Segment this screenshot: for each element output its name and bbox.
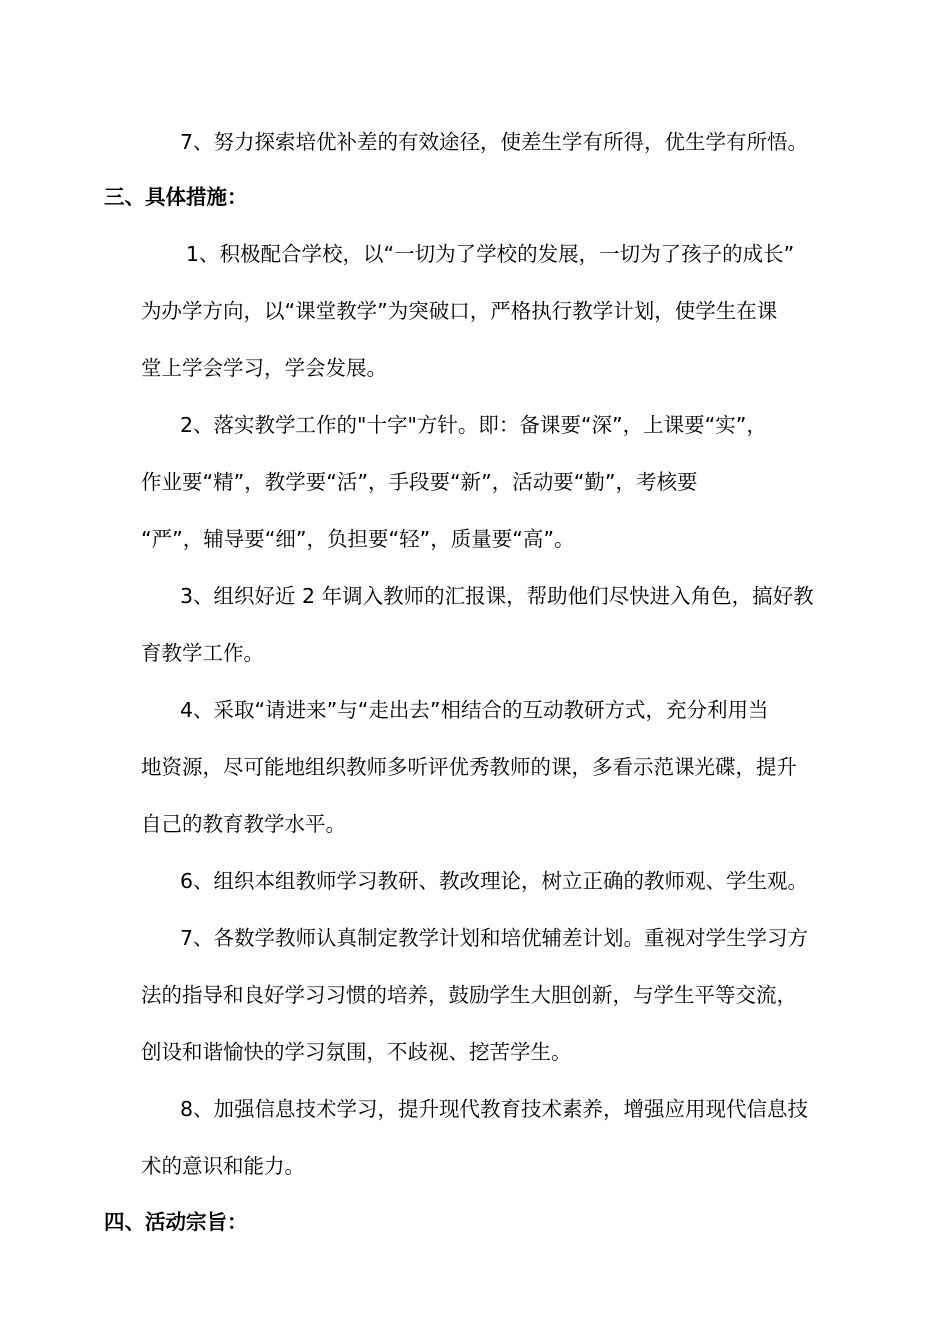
paragraph-line: 1、积极配合学校，以“一切为了学校的发展，一切为了孩子的成长” (186, 242, 795, 266)
section-heading-measures: 三、具体措施： (104, 185, 248, 209)
paragraph-line: 4、采取“请进来”与“走出去”相结合的互动教研方式，充分利用当 (180, 698, 769, 722)
paragraph-line: 为办学方向，以“课堂教学”为突破口，严格执行教学计划，使学生在课 (141, 299, 778, 323)
paragraph-line: 作业要“精”，教学要“活”，手段要“新”，活动要“勤”，考核要 (141, 470, 698, 494)
paragraph-line: 7、努力探索培优补差的有效途径，使差生学有所得，优生学有所悟。 (180, 130, 809, 154)
paragraph-line: 育教学工作。 (141, 641, 264, 665)
paragraph-line: 7、各数学教师认真制定教学计划和培优辅差计划。重视对学生学习方 (180, 926, 809, 950)
paragraph-line: 2、落实教学工作的"十字"方针。即：备课要“深”，上课要“实”， (180, 413, 767, 437)
paragraph-line: 8、加强信息技术学习，提升现代教育技术素养，增强应用现代信息技 (180, 1097, 809, 1121)
paragraph-line: 自己的教育教学水平。 (141, 812, 346, 836)
paragraph-line: 创设和谐愉快的学习氛围，不歧视、挖苦学生。 (141, 1040, 572, 1064)
section-heading-purpose: 四、活动宗旨： (104, 1210, 248, 1234)
paragraph-line: 6、组织本组教师学习教研、教改理论，树立正确的教师观、学生观。 (180, 869, 809, 893)
paragraph-line: 堂上学会学习，学会发展。 (141, 356, 387, 380)
paragraph-line: 术的意识和能力。 (141, 1154, 305, 1178)
paragraph-line: “严”，辅导要“细”，负担要“轻”，质量要“高”。 (141, 527, 575, 551)
paragraph-line: 法的指导和良好学习习惯的培养，鼓励学生大胆创新，与学生平等交流， (141, 983, 797, 1007)
paragraph-line: 地资源，尽可能地组织教师多听评优秀教师的课，多看示范课光碟，提升 (141, 755, 797, 779)
paragraph-line: 3、组织好近 2 年调入教师的汇报课，帮助他们尽快进入角色，搞好教 (180, 584, 814, 608)
